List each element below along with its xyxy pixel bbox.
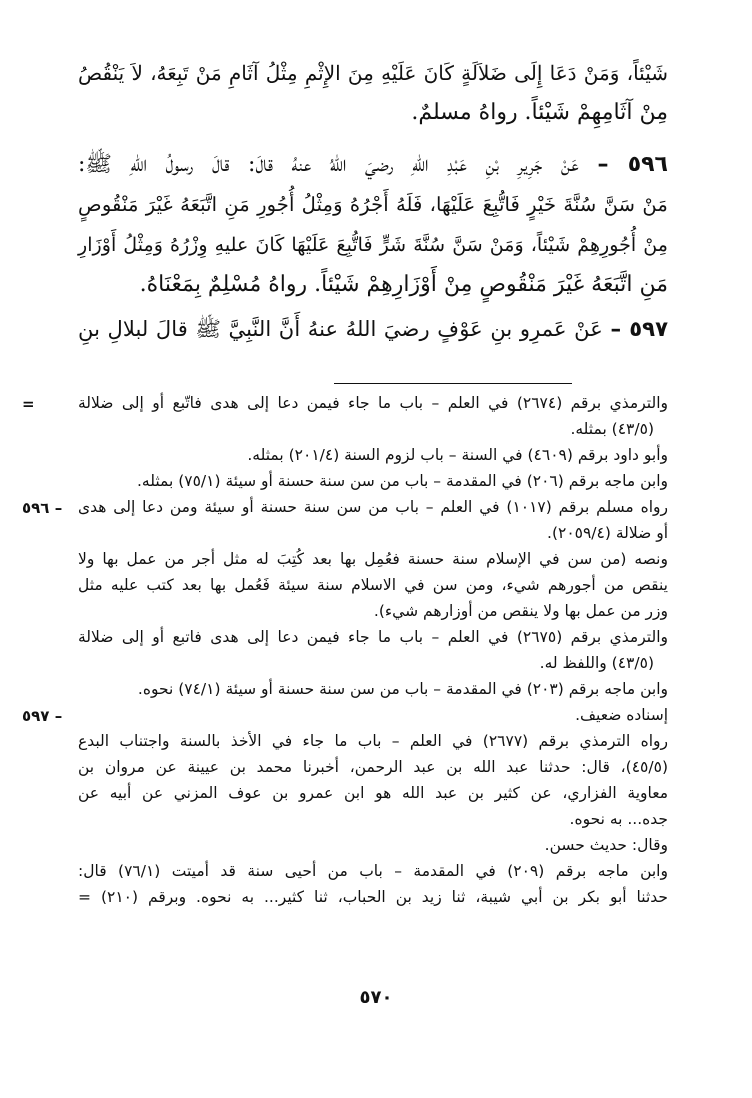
footnote-line: وابن ماجه برقم (٢٠٣) في المقدمة – باب من سن سنة حسنة أو سيئة (٧٤/١) نحوه. bbox=[137, 680, 668, 698]
footnote-596-number: ٥٩٦ – bbox=[22, 499, 63, 517]
hadith-597-number: ٥٩٧ – bbox=[610, 316, 668, 341]
hadith-596-text: عَنْ جَرِيرِ بْنِ عَبْدِ اللهِ رضيَ اللهُ عنهُ قالَ: قالَ رسولُ اللهِ ﷺ: bbox=[78, 152, 579, 177]
page-number: ٥٧٠ bbox=[359, 987, 393, 1008]
footnote-line: وأبو داود برقم (٤٦٠٩) في السنة – باب لزوم السنة (٢٠١/٤) بمثله. bbox=[247, 446, 668, 464]
main-line: مِنْ أُجُورِهِمْ شَيْئاً، وَمَنْ سَنَّ سُنَّةَ شَرٍّ فَاتُّبِعَ عَلَيْهَا كَانَ عليهِ وِزْرُهُ وَمِثْلُ أَوْزَارِ bbox=[78, 233, 668, 256]
footnote-line: ينقص من أجورهم شيء، ومن سن في الاسلام سنة سيئة فَعُمل بها بعد كتب عليه مثل bbox=[78, 576, 668, 594]
footnote-line: جده... به نحوه. bbox=[569, 810, 668, 828]
footnote-line: وزر من عمل بها ولا ينقص من أوزارهم شيء). bbox=[373, 602, 668, 620]
footnote-line: والترمذي برقم (٢٦٧٤) في العلم – باب ما جاء فيمن دعا إلى هدى فاتّبع أو إلى ضلالة bbox=[78, 394, 668, 412]
footnote-line: ونصه (من سن في الإسلام سنة حسنة فعُمِل بها بعد كُتِبَ له مثل أجر من عمل بها ولا bbox=[78, 550, 668, 568]
hadith-597-first-line bbox=[78, 318, 668, 358]
footnote-line: أو ضلالة (٢٠٥٩/٤). bbox=[547, 524, 668, 542]
footnote-prev bbox=[22, 394, 668, 499]
footnote-line: وقال: حديث حسن. bbox=[544, 836, 668, 854]
footnote-line: رواه الترمذي برقم (٢٦٧٧) في العلم – باب ما جاء في الأخذ بالسنة واجتناب البدع bbox=[78, 732, 669, 750]
main-text bbox=[78, 62, 668, 358]
main-line: مَنِ اتَّبَعَهُ غَيْرَ مَنْقُوصٍ مِنْ أَوْزَارِهِمْ شَيْئاً. رواهُ مُسْلِمٌ بِمَعْنَاهُ. bbox=[139, 272, 668, 297]
footnote-line: وابن ماجه برقم (٢٠٦) في المقدمة – باب من سن سنة حسنة أو سيئة (٧٥/١) بمثله. bbox=[136, 472, 668, 490]
footnote-line: حدثنا أبو بكر بن أبي شيبة، ثنا زيد بن الحباب، ثنا كثير... به نحوه. وبرقم (٢١٠) = bbox=[78, 888, 668, 906]
footnote-line: (٤٣/٥) بمثله. bbox=[570, 420, 654, 438]
footnote-596 bbox=[22, 498, 668, 707]
main-line: مِنْ آثَامِهِمْ شَيْئاً. رواهُ مسلمٌ. bbox=[411, 100, 668, 125]
footnote-line: معاوية الفزاري، عن كثير بن عبد الله هو ابن عمرو بن عوف المزني عن أبيه عن bbox=[78, 784, 668, 802]
footnote-separator bbox=[334, 383, 572, 384]
hadith-597-text: عَنْ عَمرِو بنِ عَوْفٍ رضيَ اللهُ عنهُ أَنَّ النَّبِيَّ ﷺ قالَ لبلالِ بنِ bbox=[78, 316, 603, 341]
footnote-line: والترمذي برقم (٢٦٧٥) في العلم – باب ما جاء فيمن دعا إلى هدى فاتبع أو إلى ضلالة bbox=[78, 628, 668, 646]
footnote-line: (٤٣/٥) واللفظ له. bbox=[539, 654, 654, 672]
main-line: شَيْئاً، وَمَنْ دَعَا إِلَى ضَلاَلَةٍ كَانَ عَلَيْهِ مِنَ الإِثْمِ مِثْلُ آثَامِ مَنْ تَبِعَهُ، لاَ يَنْقُصُ bbox=[78, 61, 668, 85]
footnote-line: رواه مسلم برقم (١٠١٧) في العلم – باب من سن سنة حسنة أو سيئة ومن دعا إلى هدى bbox=[78, 498, 668, 516]
footnote-597-number: ٥٩٧ – bbox=[22, 707, 63, 725]
hadith-596-number: ٥٩٦ – bbox=[597, 152, 668, 177]
hadith-596-first-line bbox=[78, 154, 668, 194]
footnote-line: وابن ماجه برقم (٢٠٩) في المقدمة – باب من أحيى سنة قد أميتت (٧٦/١) قال: bbox=[78, 862, 668, 880]
footnotes bbox=[22, 394, 669, 915]
main-line: مَنْ سَنَّ سُنَّةَ خَيْرٍ فَاتُّبِعَ عَلَيْهَا، فَلَهُ أَجْرُهُ وَمِثْلُ أُجُورِ مَنِ اتَّبَعَهُ غَيْرَ مَنْقُوصٍ bbox=[78, 193, 668, 216]
footnote-line: إسناده ضعيف. bbox=[575, 706, 668, 724]
continuation-mark: = bbox=[22, 395, 35, 413]
footnote-line: (٤٥/٥)، قال: حدثنا عبد الله بن عبد الرحمن، أخبرنا محمد بن عيينة عن مروان بن bbox=[78, 758, 668, 776]
footnote-597 bbox=[22, 706, 669, 915]
